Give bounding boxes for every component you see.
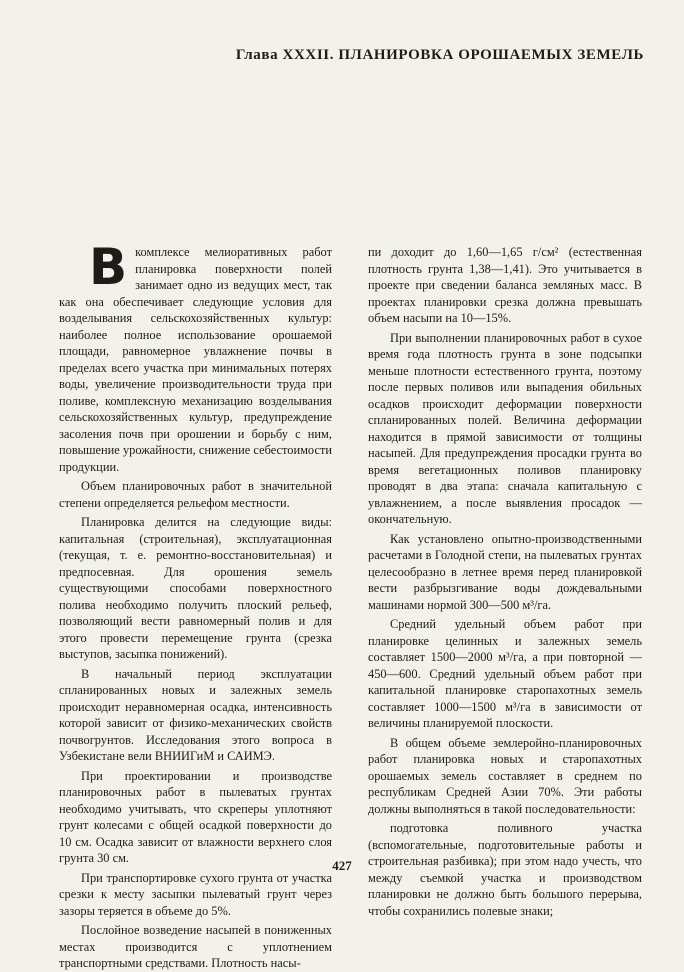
paragraph: При транспортировке сухого грунта от участка срезки к месту засыпки пылеватый грунт через зазоры теряется в объеме до 5%. xyxy=(59,870,332,918)
paragraph: Средний удельный объем работ при планировке целинных и залежных земель составляет 1500—2000 м³/га, а при повторной — 450—600. Средний удельный объем работ при капитальной планировке старопахотных земель составляет 1000—1500 м³/га в зависимости от величины планируемой плоскости. xyxy=(368,617,642,730)
paragraph: подготовка поливного участка (вспомогательные, подготовительные работы и строительная разбивка); при этом надо учесть, что между съемкой участка и производством планировки не должно быть большого перерыва, чтобы сохранились полевые знаки; xyxy=(368,821,642,918)
drop-cap: В xyxy=(89,238,128,296)
paragraph-continuation: пи доходит до 1,60—1,65 г/см² (естественная плотность грунта 1,38—1,41). Это учитывается в проекте при сведении баланса земляных масс. В проектах планировки срезка должна превышать объем насыпи на 10—15%. xyxy=(368,245,642,325)
chapter-header: Глава XXXII. ПЛАНИРОВКА ОРОШАЕМЫХ ЗЕМЕЛЬ xyxy=(235,47,644,63)
page-number: 427 xyxy=(332,858,352,873)
intro-paragraph xyxy=(59,238,332,475)
paragraph: В начальный период эксплуатации спланированных новых и залежных земель происходит неравномерная осадка, интенсивность которой зависит от физико-механических свойств почвогрунтов. Исследования этого вопроса в Узбекистане вели ВНИИГиМ и САИМЭ. xyxy=(59,666,332,763)
paragraph: Планировка делится на следующие виды: капитальная (строительная), эксплуатационная (текущая, т. е. ремонтно-восстановительная) и предпосевная. Для орошения земель существующими способами поверхностного полива необходимо получить плоский рельеф, позволяющий вести равномерный полив и для этого провести перемещение грунта (срезка выступов, засыпка понижений). xyxy=(59,515,332,661)
paragraph: Послойное возведение насыпей в пониженных местах производится с уплотнением транспортными средствами. Плотность насы- xyxy=(59,923,332,970)
paragraph-text: комплексе мелиоративных работ планировка поверхности полей занимает одно из ведущих мест, так как она обеспечивает следующие условия для возделывания сельскохозяйственных культур: наиболее полное использование орошаемой площади, равномерное увлажнение почвы в пределах всего участка при минимальных потерях воды, увеличение производительности труда при поливе, комплексную механизацию возделывания сельскохозяйственных культур, предупреждение засоления почв при орошении и борьбу с ним, повышение урожайности, снижение себестоимости продукции. xyxy=(59,245,332,474)
right-column xyxy=(368,244,642,919)
paragraph: Как установлено опытно-производственными расчетами в Голодной степи, на пылеватых грунтах целесообразно в летнее время перед планировкой вести разбрызгивание воды дождевальными машинами нормой 300—500 м³/га. xyxy=(368,531,642,612)
paragraph: При выполнении планировочных работ в сухое время года плотность грунта в зоне подсыпки меньше плотности естественного грунта, поэтому после первых поливов или выпадения обильных осадков происходит деформации поверхности спланированных полей. Величина деформации находится в прямой зависимости от толщины насыпей. Для предупреждения просадки грунта во время вегетационных поливов планировку проводят в два этапа: сначала капитальную с увлажнением, а после выявления просадок — окончательную. xyxy=(368,330,642,526)
paragraph: Объем планировочных работ в значительной степени определяется рельефом местности. xyxy=(59,479,332,510)
paragraph: В общем объеме землеройно-планировочных работ планировка новых и старопахотных орошаемых земель составляет в среднем по республикам Средней Азии 70%. Эти работы должны выполняться в такой последовательности: xyxy=(368,735,642,816)
paragraph: При проектировании и производстве планировочных работ в пылеватых грунтах необходимо учитывать, что скреперы уплотняют грунт колесами с общей осадкой поверхности до 10 см. Осадка зависит от влажности верхнего слоя грунта 30 см. xyxy=(59,768,332,865)
